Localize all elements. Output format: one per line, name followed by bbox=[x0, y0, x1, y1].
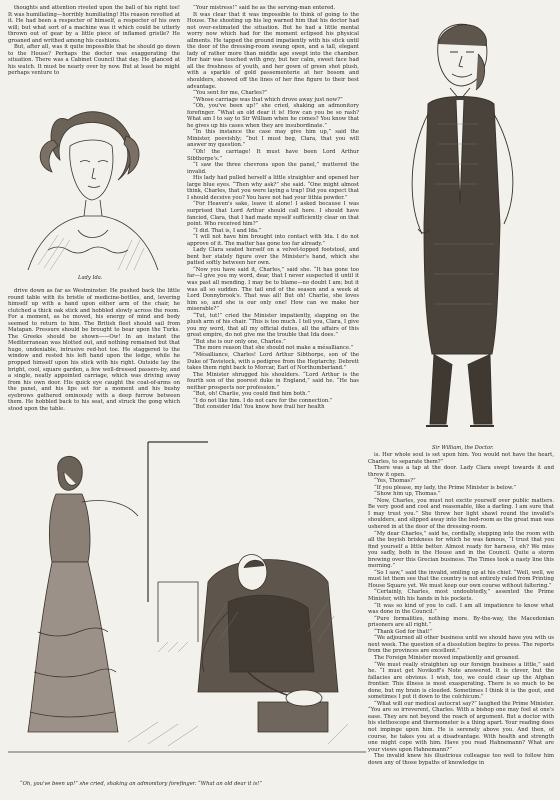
paragraph: “I saw the three chevrons upon the panel,” muttered the invalid. bbox=[187, 162, 359, 175]
paragraph: “You sent for me, Charles?” bbox=[193, 90, 268, 97]
lady-ida-illustration bbox=[8, 80, 180, 285]
paragraph: “Certainly, Charles, most undoubtedly,” assented the Prime Minister, with his hands in his pockets. bbox=[368, 589, 554, 603]
paragraph: “Oh, you've been up!” she cried, shaking an admonitory forefinger. “What an old dear it is! How can you be so rash? What am I to say to Sir William when he comes? You know that he gives up his cases when they are insubordinate.” bbox=[187, 103, 359, 129]
paragraph: “If you please, my lady, the Prime Minister is below.” bbox=[374, 484, 517, 491]
paragraph: “Oh! the carriage! It must have been Lord Arthur Sibthorpe's.” bbox=[187, 149, 359, 162]
doctor-caption: Sir William, the Doctor. bbox=[432, 445, 494, 451]
paragraph: “Tut, tut!” cried the Minister impatiently, slapping on the plush arm of his chair. “This is too much. I tell you, Clara, I give you my word, that all my official duties, all the affairs of this great empire, do not give me the trouble that Ida does.” bbox=[187, 312, 359, 339]
paragraph: “I did. That is, I and Ida.” bbox=[193, 227, 262, 234]
column-3-bottom-text bbox=[368, 452, 554, 794]
paragraph: There was a tap at the door. Lady Clara swept towards it and threw it open. bbox=[368, 465, 554, 478]
paragraph: But, after all, was it quite impossible that he should go down to the House? Perhaps the doctor was exaggerating the situation. There was a Cabinet Council that day. He glanced at his watch. It must be nearly over by now. But at least he might perhaps venture to bbox=[8, 44, 180, 77]
paragraph: “I do not like him. I do not care for the connection.” bbox=[193, 397, 333, 404]
paragraph: “The more reason that she should not make a mésalliance.” bbox=[193, 345, 354, 352]
paragraph: “Show him up, Thomas.” bbox=[374, 491, 441, 498]
paragraph: “Mésalliance, Charles! Lord Arthur Sibthorpe, son of the Duke of Tavistock, with a pedigree from the Heptarchy. Debrett takes them right back to Morcar, Earl of Northumberland.” bbox=[187, 351, 359, 372]
paragraph: It was clear that it was impossible to think of going to the House. The shooting up his leg warned him that his doctor had not over-estimated the situation. But he had a little mental worry now which had for the moment eclipsed his physical ailments. He tapped the ground impatiently with his stick until the door of the dressing-room swung open, and a tall, elegant lady of rather more than middle age swept into the chamber. Her hair was touched with grey, but her calm, sweet face had all the freshness of youth, and her gown of green shot plush, with a sparkle of gold passementerie at her bosom and shoulders, showed off the lines of her fine figure to their best advantage. bbox=[187, 11, 359, 90]
paragraph: is. Her whole soul is set upon him. You would not have the heart, Charles, to separate them?” bbox=[368, 452, 554, 465]
paragraph: “We adjourned all other business until we should have you with us next week. The question of a dissolution begins to press. The reports from the provinces are excellent.” bbox=[368, 635, 554, 655]
paragraph: The Foreign Minister moved impatiently and groaned. bbox=[374, 654, 520, 661]
paragraph: “In this instance the case may give him up,” said the Minister, peevishly; “but I must beg, Clara, that you will answer my question.” bbox=[187, 129, 359, 149]
paragraph: The invalid knew his illustrious colleague too well to follow him down any of those bypaths of knowledge in bbox=[368, 753, 554, 766]
main-illustration bbox=[8, 432, 366, 772]
paragraph: “I will not have him brought into contact with Ida. I do not approve of it. The matter has gone too far already.” bbox=[187, 234, 359, 247]
paragraph: “Whose carriage was that which drove away just now?” bbox=[193, 96, 343, 103]
paragraph: Lady Clara seated herself on a velvet-topped footstool, and bent her stately figure over the Minister's hand, which she patted softly between her own. bbox=[187, 247, 359, 267]
paragraph: His lady had pulled herself a little straighter and opened her large blue eyes. “Then why ask?” she said. “One might almost think, Charles, that you were laying a trap! Did you expect that I should deceive you? You have not had your lithia powder.” bbox=[187, 175, 359, 201]
paragraph: “Thank God for that!” bbox=[374, 628, 433, 635]
paragraph: “It was so kind of you to call. I am all impatience to know what was done in the Council.” bbox=[368, 602, 554, 616]
paragraph: “Yes, Thomas?” bbox=[374, 478, 416, 485]
paragraph: “Now, Charles, you must not excite yourself over public matters. Be very good and cool and reasonable, like a darling. I am sure that I may trust you.” She threw her light shawl round the invalid's shoulders, and slipped away into the bed-room as the great man was ushered in at the door of the dressing-room. bbox=[368, 497, 554, 531]
paragraph: “Your mistress!” said he as the serving-man entered. bbox=[193, 5, 336, 11]
paragraph: “Now you have said it, Charles,” said she. “It has gone too far—I give you my word, dear, that I never suspected it until it was past all mending. I may be to blame—no doubt I am; but it was all so sudden. The tail end of the season and a week at Lord Donnybrook's. That was all! But oh! Charlie, she loves him so, and she is our only one! How can we make her miserable?” bbox=[187, 266, 359, 313]
paragraph: “We must really straighten up our foreign business a little,” said he. “I must get Novikoff's Note answered. It is clever, but the fallacies are obvious. I wish, too, we could clear up the Afghan frontier. This illness is most exasperating. There is so much to be done, but my brain is clouded. Sometimes I think it is the gout, and sometimes I put it down to the colchicum.” bbox=[368, 661, 554, 701]
paragraph: drive down as far as Westminster. He pushed back the little round table with its bristle of medicine-bottles, and, levering himself up with a hand upon either arm of the chair, he clutched a thick oak stick and hobbled slowly across the room. For a moment, as he moved, his energy of mind and body seemed to return to him. The British fleet should sail from Matapan. Pressure should be brought to bear upon the Turks. The Greeks should be shown——Ow! In an instant the Mediterranean was blotted out, and nothing remained but that huge, undeniable, intrusive red-hot toe. He staggered to the window and rested his left hand upon the ledge, while he propped himself upon his stick with his right. Outside lay the bright, cool, square garden, a few well-dressed passers-by, and a single, neatly appointed carriage, which was driving away from his own door. His quick eye caught the coat-of-arms on the panel, and his lips set for a moment and his bushy eyebrows gathered ominously with a deep furrow between them. He hobbled back to his seat, and struck the gong which stood upon the table. bbox=[8, 288, 180, 412]
lady-ida-caption: Lady Ida. bbox=[78, 275, 103, 281]
paragraph: “Pure formalities, nothing more. By-the-way, the Macedonian prisoners are all right.” bbox=[368, 615, 554, 629]
paragraph: thoughts and attention riveted upon the ball of his right toe! It was humiliating—horribly humiliating! His reason revolted at it. He had been a respecter of himself, a respecter of his own will; but what sort of a machine was it which could be utterly thrown out of gear by a little piece of inflamed gristle? He groaned and writhed among his cushions. bbox=[8, 5, 180, 44]
paragraph: The Minister shrugged his shoulders. “Lord Arthur is the fourth son of the poorest duke in England,” said he. “He has neither prospects nor profession.” bbox=[187, 371, 359, 391]
paragraph: “For Heaven's sake, leave it alone! I asked because I was surprised that Lord Arthur should call here. I should have fancied, Clara, that I had made myself sufficiently clear on that point. Who received him?” bbox=[187, 201, 359, 228]
column-1-top-text bbox=[8, 5, 180, 77]
column-2-top-text bbox=[187, 5, 359, 445]
column-1-middle-text bbox=[8, 288, 180, 428]
paragraph: “But consider Ida! You know how frail her health bbox=[193, 404, 325, 411]
paragraph: “But she is our only one, Charles.” bbox=[193, 338, 286, 345]
doctor-illustration bbox=[368, 4, 554, 446]
paragraph: “What will our medical autocrat say?” laughed the Prime Minister. “You are so irreverent, Charles. With a bishop one may feel at one's ease. They are not beyond the reach of argument. But a doctor with his stethoscope and thermometer is a thing apart. Your reading does not impinge upon him. He is serenely above you. And then, of course, he takes you at a disadvantage. With health and strength one might cope with him. Have you read Hahnemann? What are your views upon Hahnemann?” bbox=[368, 700, 554, 753]
main-illustration-caption: “Oh, you've been up!” she cried, shaking an admonitory forefinger. “What an old dear it is!” bbox=[20, 781, 263, 787]
paragraph: “But, oh! Charlie, you could find him both.” bbox=[193, 391, 310, 398]
paragraph: “So I saw,” said the invalid, smiling up at his chief. “Well, well, we must let them see that the country is not entirely ruled from Printing House Square yet. We must keep our own course without faltering.” bbox=[368, 569, 554, 589]
paragraph: “My dear Charles,” said he, cordially, stepping into the room with all the boyish briskness for which he was famous, “I trust that you find yourself a little better. Almost ready for harness, eh? We miss you sadly, both in the House and in the Council. Quite a storm brewing over this Grecian business. The Times took a nasty line this morning.” bbox=[368, 530, 554, 570]
